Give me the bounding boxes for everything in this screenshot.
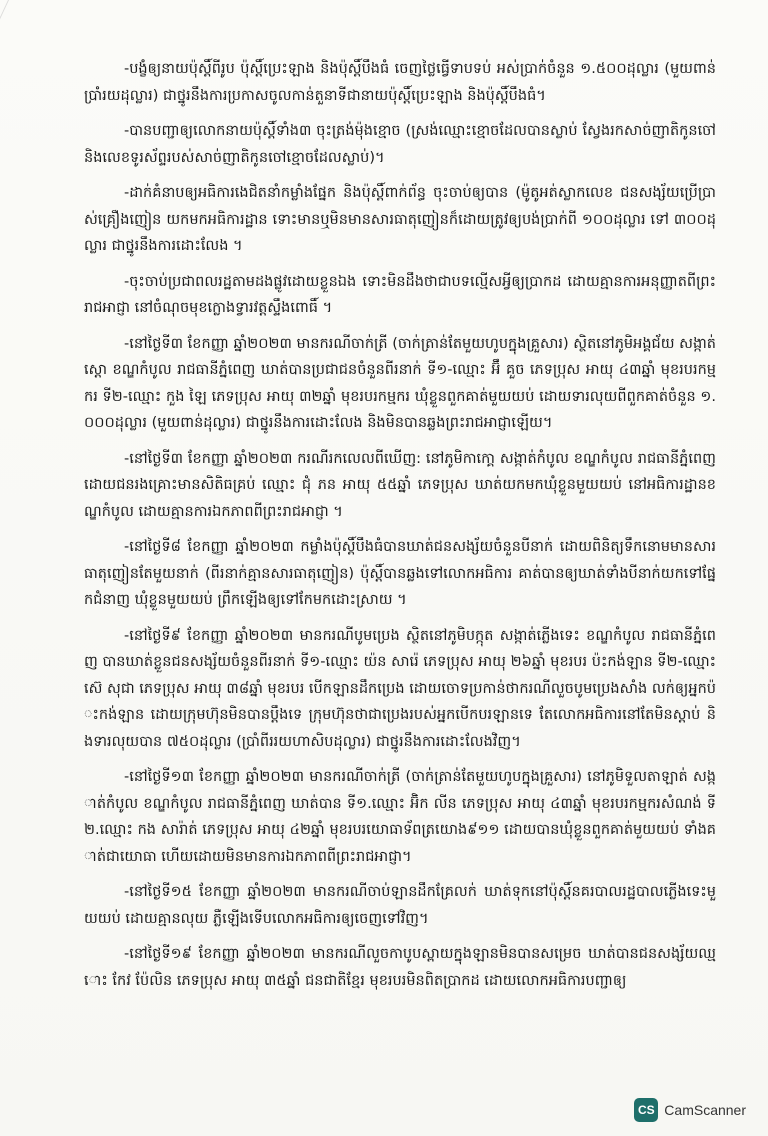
- paragraph-4: -ចុះចាប់ប្រជាពលរដ្ឋតាមដងផ្លូវដោយខ្លួនឯង ទោះមិនដឹងថាជាបទល្មើសអ្វីឲ្យប្រាកដ ដោយគ្មានការអនុញ្ញាតពីព្រះរាជអាជ្ញា នៅចំណុចមុខក្លោងទ្វារវត្តស្ទឹងពោធិ៍ ។: [84, 273, 716, 316]
- paragraph-11: -នៅថ្ងៃទី១៩ ខែកញ្ញា ឆ្នាំ២០២៣ មានករណីលួចកាបូបស្ពាយក្នុងឡានមិនបានសម្រេច ឃាត់បានជនសង្ស័យឈ្មោះ កែវ ប៉ែលិន ភេទប្រុស អាយុ ៣៥ឆ្នាំ ជនជាតិខ្មែរ មុខរបរមិនពិតប្រាកដ ដោយលោកអធិការបញ្ជាឲ្យ: [84, 946, 716, 989]
- document-body: [84, 56, 716, 1003]
- paragraph-10: -នៅថ្ងៃទី១៥ ខែកញ្ញា ឆ្នាំ២០២៣ មានករណីចាប់ឡានដឹកគ្រែលក់ ឃាត់ទុកនៅប៉ុស្តិ៍នគរបាលរដ្ឋបាលភ្លើងទេះមួយយប់ ដោយគ្មានលុយ ភ្លឺឡើងទើបលោកអធិការឲ្យចេញទៅវិញ។: [84, 884, 716, 927]
- camscanner-logo-icon: CS: [634, 1098, 658, 1122]
- paragraph-8: -នៅថ្ងៃទី៩ ខែកញ្ញា ឆ្នាំ២០២៣ មានករណីបូមប្រេង ស្ថិតនៅភូមិបក្កុត សង្កាត់ភ្លើងទេះ ខណ្ឌកំបូល រាជធានីភ្នំពេញ បានឃាត់ខ្លួនជនសង្ស័យចំនួនពីរនាក់ ទី១-ឈ្មោះ យ៉ន សារ៉េ ភេទប្រុស អាយុ ២៦ឆ្នាំ មុខរបរ ប៉ះកង់ឡាន ទី២-ឈ្មោះ ស៊េ សុជា ភេទប្រុស អាយុ ៣៨ឆ្នាំ មុខរបរ បើកឡានដឹកប្រេង ដោយចោទប្រកាន់ថាករណីលួចបូមប្រេងសាំង លក់ឲ្យអ្នកប៉ះកង់ឡាន ដោយក្រុមហ៊ុនមិនបានប្តឹងទេ ក្រុមហ៊ុនថាជាប្រេងរបស់អ្នកបើកបរឡានទេ តែលោកអធិការនៅតែមិនស្តាប់ និងទារលុយបាន ៧៥០ដុល្លារ (ប្រាំពីររយហាសិបដុល្លារ) ជាថ្នូរនឹងការដោះលែងវិញ។: [84, 627, 716, 750]
- paragraph-3: -ដាក់គំនាបឲ្យអធិការងេជិតនាំកម្លាំងផ្នែក និងប៉ុស្តិ៍ពាក់ព័ន្ធ ចុះចាប់ឲ្យបាន (ម៉ូតូអត់ស្លាកលេខ ជនសង្ស័យប្រើប្រាស់គ្រឿងញៀន យកមកអធិការដ្ឋាន ទោះមានឬមិនមានសារធាតុញៀនក៏ដោយត្រូវឲ្យបង់ប្រាក់ពី ១០០ដុល្លារ ទៅ ៣០០ដុល្លារ ជាថ្នូរនឹងការដោះលែង ។: [84, 185, 716, 254]
- paragraph-6: -នៅថ្ងៃទី៣ ខែកញ្ញា ឆ្នាំ២០២៣ ករណីរកលេលពីឃើញ: នៅភូមិកាកោ្គ សង្កាត់កំបូល ខណ្ឌកំបូល រាជធានីភ្នំពេញ ដោយជនរងគ្រោះមានសិតិធគ្រប់ ឈ្មោះ ជុំ ភន អាយុ ៥៥ឆ្នាំ ភេទប្រុស ឃាត់យកមកឃុំខ្លួនមួយយប់ នៅអធិការដ្ឋានខណ្ឌកំបូល ដោយគ្មានការឯកភាពពីព្រះរាជអាជ្ញា ។: [84, 450, 716, 520]
- camscanner-brand-label: CamScanner: [664, 1102, 746, 1118]
- paragraph-7: -នៅថ្ងៃទី៨ ខែកញ្ញា ឆ្នាំ២០២៣ កម្លាំងប៉ុស្តិ៍បឹងធំបានឃាត់ជនសង្ស័យចំនួនបីនាក់ ដោយពិនិត្យទឹកនោមមានសារធាតុញៀនតែមួយនាក់ (ពីរនាក់គ្មានសារធាតុញៀន) ប៉ុស្តិ៍បានឆ្លងទៅលោកអធិការ គាត់បានឲ្យឃាត់ទាំងបីនាក់យកទៅផ្នែកជំនាញ ឃុំខ្លួនមួយយប់ ព្រឹកឡើងឲ្យទៅកែមកដោះស្រាយ ។: [84, 539, 716, 608]
- camscanner-watermark: [634, 1098, 746, 1122]
- paragraph-5: -នៅថ្ងៃទី៣ ខែកញ្ញា ឆ្នាំ២០២៣ មានករណីចាក់ត្រី (ចាក់ត្រាន់តែមួយហូបក្នុងគ្រួសារ) ស្ថិតនៅភូមិអង្គជ័យ សង្កាត់ស្តោ ខណ្ឌកំបូល រាជធានីភ្នំពេញ ឃាត់បានប្រជាជនចំនួនពីរនាក់ ទី១-ឈ្មោះ អ៊ឹ គួច ភេទប្រុស អាយុ ៤៣ឆ្នាំ មុខរបរកម្មករ ទី២-ឈ្មោះ កួង ឡៃ ភេទប្រុស អាយុ ៣២ឆ្នាំ មុខរបរកម្មករ ឃុំខ្លួនពួកគាត់មួយយប់ ដោយទារលុយពីពួកគាត់ចំនួន ១.០០០ដុល្លារ (មួយពាន់ដុល្លារ) ជាថ្នូរនឹងការដោះលែង និងមិនបានឆ្លងព្រះរាជអាជ្ញាឡើយ។: [84, 335, 716, 431]
- paragraph-2: -បានបញ្ជាឲ្យលោកនាយប៉ុស្តិ៍ទាំង៣ ចុះត្រង់ម៉ុងខ្មោច (ស្រង់ឈ្មោះខ្មោចដែលបានស្លាប់ ស្វែងរកសាច់ញាតិកូនចៅ និងលេខទូរស័ព្ទរបស់សាច់ញាតិកូនចៅខ្មោចដែលស្លាប់)។: [84, 123, 716, 166]
- paragraph-1: -បង្ខំឲ្យនាយប៉ុស្តិ៍ពីរូប ប៉ុស្តិ៍ប្រេះឡាង និងប៉ុស្តិ៍បឹងធំ ចេញថ្លៃធ្វើទាបទប់ អស់ប្រាក់ចំនួន ១.៥០០ដុល្លារ (មួយពាន់ប្រាំរយដុល្លារ) ជាថ្នូរនឹងការប្រកាសចូលកាន់តួនាទីជានាយប៉ុស្តិ៍ប្រេះឡាង និងប៉ុស្តិ៍បឹងធំ។: [84, 61, 716, 104]
- paragraph-9: -នៅថ្ងៃទី១៣ ខែកញ្ញា ឆ្នាំ២០២៣ មានករណីចាក់ត្រី (ចាក់ត្រាន់តែមួយហូបក្នុងគ្រួសារ) នៅភូមិទួលតាឡាត់ សង្កាត់កំបូល ខណ្ឌកំបូល រាជធានីភ្នំពេញ ឃាត់បាន ទី១.ឈ្មោះ អ៊ិក លីន ភេទប្រុស អាយុ ៤៣ឆ្នាំ មុខរបរកម្មករសំណង់ ទី២.ឈ្មោះ កង សារ៉ាត់ ភេទប្រុស អាយុ ៤២ឆ្នាំ មុខរបរយោធាទ័ពត្រយោង៩១១ ដោយបានឃុំខ្លួនពួកគាត់មួយយប់ ទាំងគាត់ជាយោធា ហើយដោយមិនមានការឯកភាពពីព្រះរាជអាជ្ញា។: [84, 769, 716, 865]
- paper-fold-mark: [0, 0, 49, 80]
